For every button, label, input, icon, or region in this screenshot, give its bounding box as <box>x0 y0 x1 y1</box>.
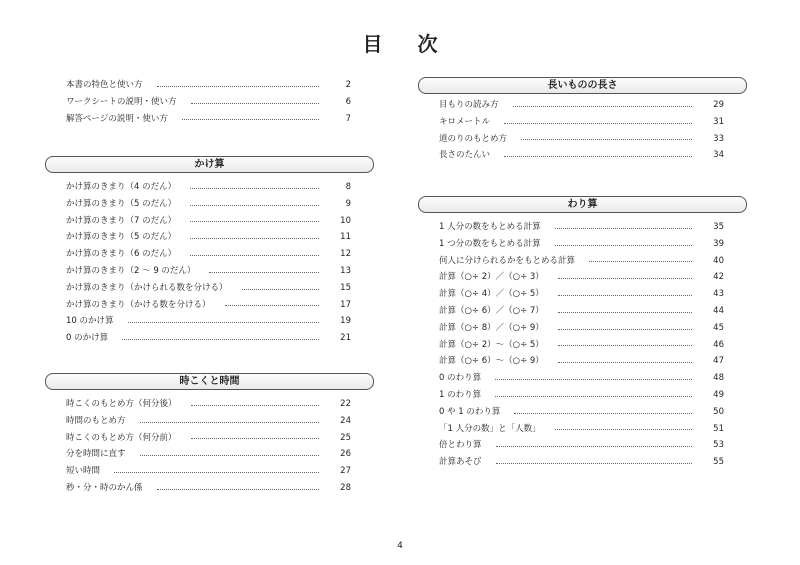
toc-entry-label: かけ算のきまり（5 のだん） <box>66 198 177 209</box>
toc-entry-page: 39 <box>713 238 724 249</box>
dot-leader <box>225 305 319 306</box>
dot-leader <box>209 272 319 273</box>
dot-leader <box>191 405 319 406</box>
toc-entry[interactable] <box>439 97 724 114</box>
toc-entry-label: かけ算のきまり（かけられる数を分ける） <box>66 282 228 293</box>
toc-entry-label: かけ算のきまり（かける数を分ける） <box>66 299 211 310</box>
toc-entry[interactable] <box>66 446 351 463</box>
toc-entry-page: 55 <box>713 457 724 468</box>
toc-entry-page: 17 <box>340 299 351 310</box>
toc-entry-page: 51 <box>713 423 724 434</box>
dot-leader <box>190 188 319 189</box>
toc-entry-label: 「1 人分の数」と「人数」 <box>439 423 541 434</box>
toc-entry-page: 40 <box>713 255 724 266</box>
toc-entry-page: 47 <box>713 356 724 367</box>
toc-entry[interactable] <box>439 370 724 387</box>
section-header-jikoku: 時こくと時間 <box>45 373 374 390</box>
toc-entry-label: かけ算のきまり（5 のだん） <box>66 232 177 243</box>
toc-entry-label: 0 のわり算 <box>439 373 482 384</box>
dot-leader <box>496 463 692 464</box>
toc-entry[interactable] <box>439 269 724 286</box>
toc-entry-page: 25 <box>340 432 351 443</box>
toc-entry-page: 24 <box>340 415 351 426</box>
toc-entry-label: 秒・分・時のかん係 <box>66 482 143 493</box>
dot-leader <box>242 289 319 290</box>
toc-entry-page: 29 <box>713 100 724 110</box>
toc-entry-page: 35 <box>713 222 724 232</box>
toc-entry[interactable] <box>66 196 351 213</box>
toc-entry-page: 49 <box>713 389 724 400</box>
nagasa-list <box>439 97 724 164</box>
toc-entry-label: 本書の特色と使い方 <box>66 80 143 90</box>
toc-entry-label: 計算（○÷ 6）／（○÷ 7） <box>439 305 544 316</box>
toc-entry-page: 46 <box>713 339 724 350</box>
dot-leader <box>140 455 319 456</box>
toc-entry-label: 計算あそび <box>439 457 482 468</box>
dot-leader <box>190 238 319 239</box>
warizan-list <box>439 219 724 471</box>
dot-leader <box>495 396 692 397</box>
toc-entry[interactable] <box>66 297 351 314</box>
toc-entry[interactable] <box>439 337 724 354</box>
dot-leader <box>190 205 319 206</box>
toc-entry[interactable] <box>66 463 351 480</box>
dot-leader <box>589 261 692 262</box>
dot-leader <box>114 472 319 473</box>
toc-entry[interactable] <box>66 246 351 263</box>
toc-entry[interactable] <box>439 131 724 148</box>
dot-leader <box>190 255 319 256</box>
toc-entry-page: 13 <box>340 265 351 276</box>
section-header-kakezan: かけ算 <box>45 156 374 173</box>
dot-leader <box>140 422 319 423</box>
toc-entry-page: 28 <box>340 482 351 493</box>
toc-entry-label: 道のりのもとめ方 <box>439 133 508 144</box>
toc-entry-page: 2 <box>345 80 351 90</box>
toc-entry-page: 12 <box>340 249 351 260</box>
dot-leader <box>521 139 692 140</box>
toc-entry[interactable] <box>66 430 351 447</box>
toc-entry-label: かけ算のきまり（4 のだん） <box>66 182 177 192</box>
toc-entry-label: 目もりの読み方 <box>439 100 499 110</box>
toc-entry[interactable] <box>439 320 724 337</box>
dot-leader <box>182 119 319 120</box>
toc-entry[interactable] <box>439 387 724 404</box>
section-header-warizan: わり算 <box>418 196 747 213</box>
dot-leader <box>558 312 692 313</box>
toc-entry-label: 短い時間 <box>66 466 101 477</box>
kakezan-list <box>66 179 351 347</box>
toc-entry-page: 33 <box>713 133 724 144</box>
toc-entry-label: 計算（○÷ 2）／（○÷ 3） <box>439 272 544 283</box>
toc-entry-label: 0 のかけ算 <box>66 333 109 344</box>
dot-leader <box>496 446 692 447</box>
toc-entry[interactable] <box>66 396 351 413</box>
dot-leader <box>513 106 692 107</box>
toc-entry-label: 1 人分の数をもとめる計算 <box>439 222 541 232</box>
toc-entry[interactable] <box>439 114 724 131</box>
toc-entry-page: 45 <box>713 322 724 333</box>
toc-entry-page: 19 <box>340 316 351 327</box>
toc-entry-page: 11 <box>340 232 351 243</box>
dot-leader <box>555 228 692 229</box>
toc-entry-label: ワークシートの説明・使い方 <box>66 96 177 107</box>
toc-entry[interactable] <box>439 236 724 253</box>
page-title: 目 次 <box>362 32 452 56</box>
dot-leader <box>558 295 692 296</box>
toc-entry-label: 解答ページの説明・使い方 <box>66 113 168 124</box>
toc-entry[interactable] <box>66 111 351 128</box>
dot-leader <box>191 438 319 439</box>
toc-entry[interactable] <box>66 480 351 497</box>
dot-leader <box>504 156 692 157</box>
toc-entry-label: 計算（○÷ 6）～（○÷ 9） <box>439 356 544 367</box>
toc-entry-label: 計算（○÷ 4）／（○÷ 5） <box>439 289 544 300</box>
toc-entry[interactable] <box>66 330 351 347</box>
dot-leader <box>191 103 319 104</box>
toc-entry-page: 22 <box>340 399 351 409</box>
dot-leader <box>558 278 692 279</box>
toc-entry-page: 43 <box>713 289 724 300</box>
toc-entry[interactable] <box>439 353 724 370</box>
toc-entry-page: 44 <box>713 305 724 316</box>
toc-entry-label: かけ算のきまり（7 のだん） <box>66 215 177 226</box>
toc-entry-label: かけ算のきまり（6 のだん） <box>66 249 177 260</box>
toc-entry-label: かけ算のきまり（2 ～ 9 のだん） <box>66 265 196 276</box>
toc-entry[interactable] <box>66 94 351 111</box>
toc-entry-label: 時間のもとめ方 <box>66 415 126 426</box>
dot-leader <box>514 413 692 414</box>
toc-entry-label: 0 や 1 のわり算 <box>439 406 501 417</box>
toc-entry-label: 1 のわり算 <box>439 389 482 400</box>
section-header-nagasa: 長いものの長さ <box>418 77 747 94</box>
toc-entry-page: 53 <box>713 440 724 451</box>
toc-entry-label: 計算（○÷ 8）／（○÷ 9） <box>439 322 544 333</box>
toc-entry[interactable] <box>439 219 724 236</box>
toc-entry-page: 7 <box>345 113 351 124</box>
dot-leader <box>558 345 692 346</box>
toc-entry-page: 10 <box>340 215 351 226</box>
toc-entry-page: 48 <box>713 373 724 384</box>
toc-entry-page: 15 <box>340 282 351 293</box>
toc-entry-page: 8 <box>345 182 351 192</box>
toc-entry[interactable] <box>439 421 724 438</box>
toc-entry-label: 計算（○÷ 2）～（○÷ 5） <box>439 339 544 350</box>
toc-entry-label: 長さのたんい <box>439 150 491 161</box>
dot-leader <box>190 221 319 222</box>
dot-leader <box>157 86 319 87</box>
dot-leader <box>558 362 692 363</box>
toc-entry-page: 31 <box>713 116 724 127</box>
toc-entry[interactable] <box>66 77 351 94</box>
toc-entry-label: 何人に分けられるかをもとめる計算 <box>439 255 576 266</box>
toc-entry-page: 34 <box>713 150 724 161</box>
toc-entry-page: 6 <box>345 96 351 107</box>
toc-entry-page: 27 <box>340 466 351 477</box>
toc-entry[interactable] <box>66 413 351 430</box>
toc-entry-label: 1 つ分の数をもとめる計算 <box>439 238 541 249</box>
toc-entry-label: 分を時間に直す <box>66 449 126 460</box>
toc-entry[interactable] <box>439 286 724 303</box>
toc-entry[interactable] <box>66 263 351 280</box>
toc-entry-label: 時こくのもとめ方（何分前） <box>66 432 177 443</box>
dot-leader <box>555 429 692 430</box>
toc-entry-page: 9 <box>345 198 351 209</box>
toc-entry[interactable] <box>66 179 351 196</box>
toc-entry-page: 50 <box>713 406 724 417</box>
toc-entry[interactable] <box>66 229 351 246</box>
toc-entry[interactable] <box>439 147 724 164</box>
toc-entry[interactable] <box>66 313 351 330</box>
dot-leader <box>122 339 319 340</box>
toc-entry-label: 時こくのもとめ方（何分後） <box>66 399 177 409</box>
dot-leader <box>558 329 692 330</box>
dot-leader <box>504 123 692 124</box>
toc-entry-page: 21 <box>340 333 351 344</box>
dot-leader <box>495 379 692 380</box>
dot-leader <box>555 245 692 246</box>
toc-entry-label: 10 のかけ算 <box>66 316 114 327</box>
toc-entry[interactable] <box>439 253 724 270</box>
toc-entry[interactable] <box>439 454 724 471</box>
toc-entry[interactable] <box>439 404 724 421</box>
toc-entry[interactable] <box>439 303 724 320</box>
toc-entry[interactable] <box>66 213 351 230</box>
toc-entry-page: 42 <box>713 272 724 283</box>
jikoku-list <box>66 396 351 497</box>
page-number: 4 <box>397 541 403 551</box>
dot-leader <box>157 489 319 490</box>
toc-entry-page: 26 <box>340 449 351 460</box>
toc-entry-label: 倍とわり算 <box>439 440 482 451</box>
toc-entry-label: キロメートル <box>439 116 491 127</box>
dot-leader <box>128 322 319 323</box>
toc-entry[interactable] <box>439 437 724 454</box>
intro-list <box>66 77 351 127</box>
toc-entry[interactable] <box>66 280 351 297</box>
